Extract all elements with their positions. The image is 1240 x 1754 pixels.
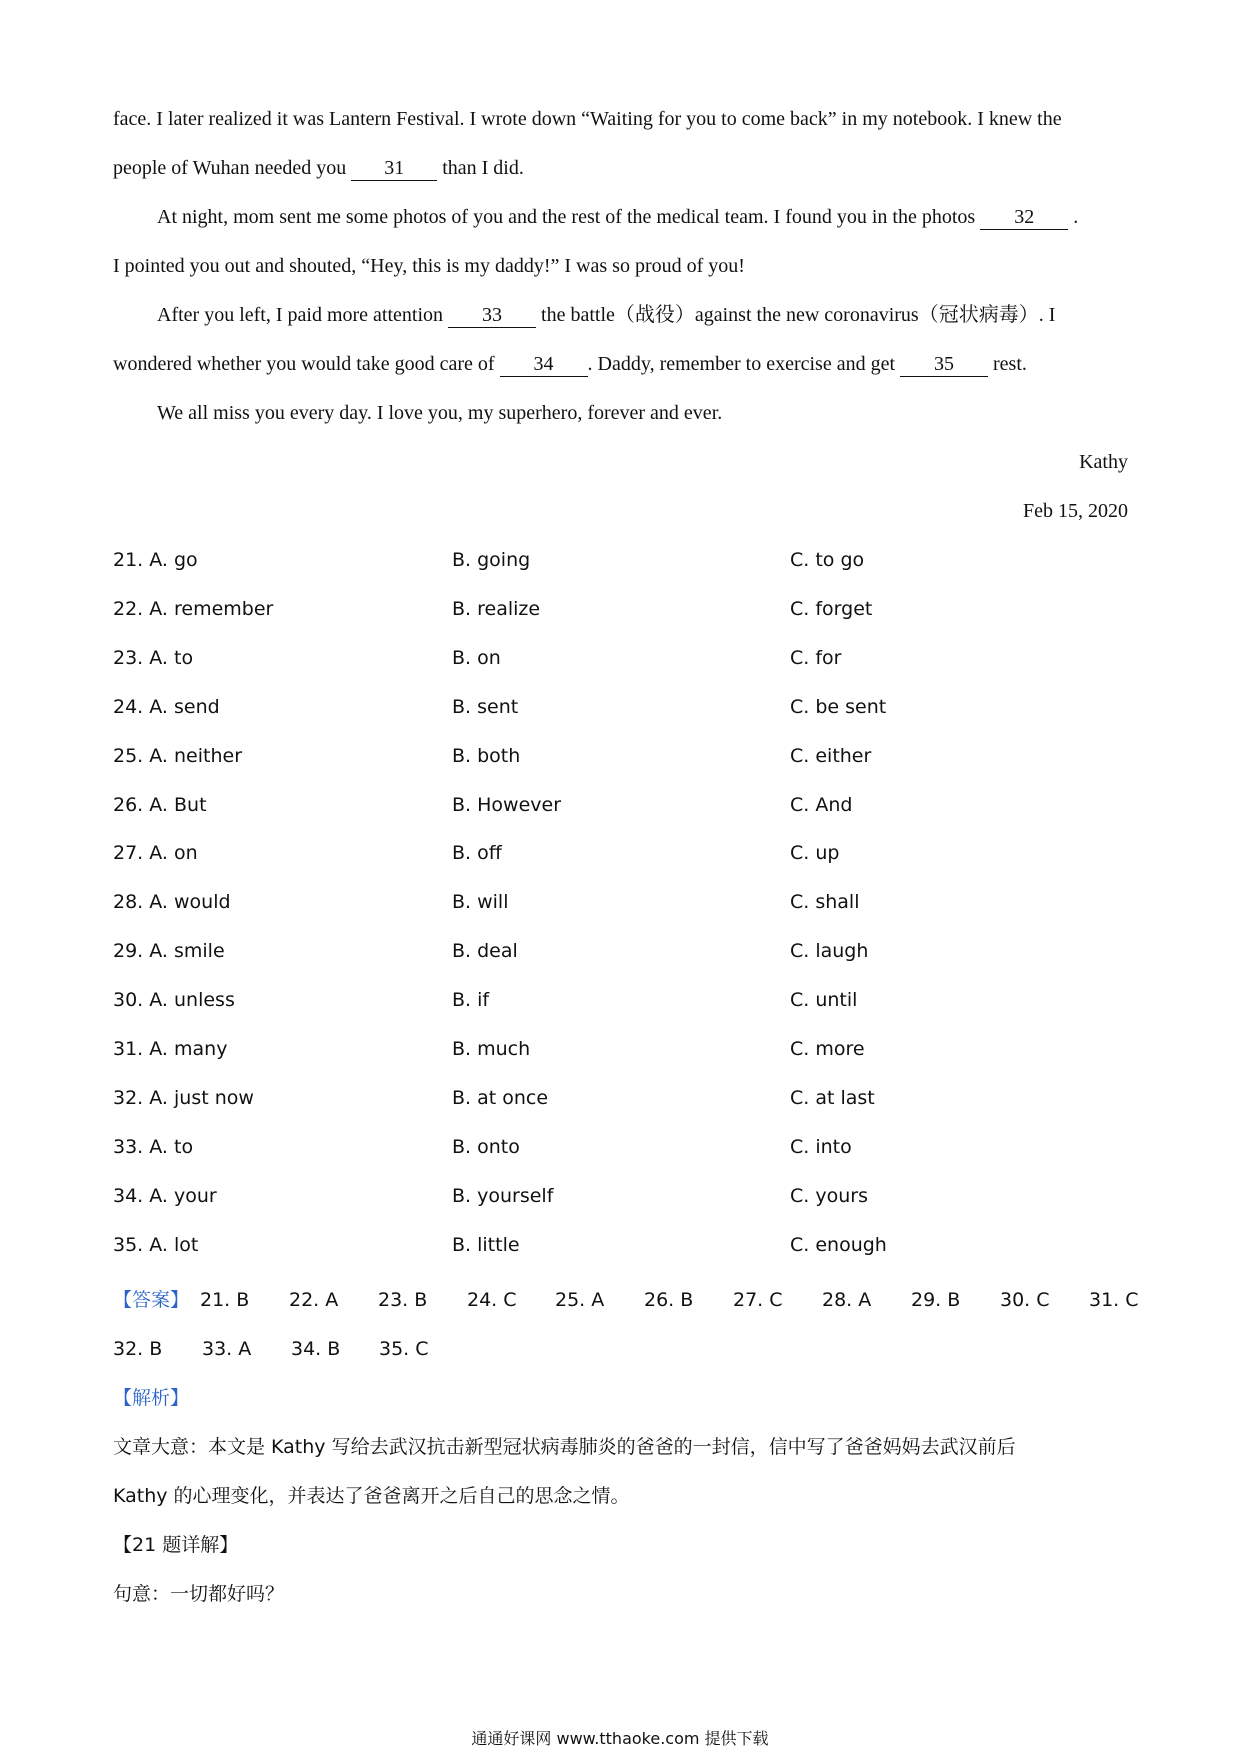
answer-item: 32. B xyxy=(113,1338,163,1360)
option-c: C. for xyxy=(790,647,842,669)
letter-text: wondered whether you would take good care of xyxy=(113,353,500,375)
option-b: B. on xyxy=(452,647,501,669)
option-c: C. be sent xyxy=(790,696,887,718)
option-b: B. deal xyxy=(452,940,518,962)
option-c: C. at last xyxy=(790,1087,875,1109)
answer-item: 29. B xyxy=(911,1289,961,1311)
question-21-label: 【21 题详解】 xyxy=(113,1534,239,1556)
letter-text: At night, mom sent me some photos of you and the rest of the medical team. I found you in the photos xyxy=(157,206,981,228)
answers-label: 【答案】 xyxy=(113,1289,190,1311)
option-b: B. realize xyxy=(452,598,541,620)
option-row xyxy=(113,645,1129,673)
option-a: 30. A. unless xyxy=(113,989,235,1011)
letter-signature: Kathy xyxy=(1079,451,1128,473)
option-c: C. to go xyxy=(790,549,865,571)
answers-row xyxy=(113,1336,1129,1364)
option-c: C. until xyxy=(790,989,858,1011)
letter-line: I pointed you out and shouted, “Hey, this is my daddy!” I was so proud of you! xyxy=(113,255,745,277)
letter-text: . xyxy=(1068,206,1079,228)
option-b: B. will xyxy=(452,891,509,913)
option-c: C. into xyxy=(790,1136,852,1158)
option-a: 21. A. go xyxy=(113,549,198,571)
option-row xyxy=(113,840,1129,868)
letter-text: the battle（战役）against the new coronavirus（冠状病毒）. I xyxy=(536,304,1056,326)
option-a: 35. A. lot xyxy=(113,1234,199,1256)
answer-item: 30. C xyxy=(1000,1289,1050,1311)
option-c: C. either xyxy=(790,745,872,767)
option-b: B. However xyxy=(452,794,561,816)
option-a: 23. A. to xyxy=(113,647,194,669)
letter-text: than I did. xyxy=(437,157,524,179)
option-a: 29. A. smile xyxy=(113,940,225,962)
answer-item: 23. B xyxy=(378,1289,428,1311)
letter-line xyxy=(157,204,1129,230)
letter-text: rest. xyxy=(988,353,1027,375)
blank-34: 34 xyxy=(500,353,588,377)
answer-item: 35. C xyxy=(379,1338,429,1360)
option-c: C. up xyxy=(790,842,840,864)
option-b: B. going xyxy=(452,549,531,571)
question-21-meaning: 句意：一切都好吗？ xyxy=(113,1583,285,1605)
letter-line: face. I later realized it was Lantern Festival. I wrote down “Waiting for you to come back” in my notebook. I knew the xyxy=(113,108,1062,130)
option-a: 31. A. many xyxy=(113,1038,228,1060)
option-c: C. forget xyxy=(790,598,873,620)
option-row xyxy=(113,547,1129,575)
letter-line: We all miss you every day. I love you, my superhero, forever and ever. xyxy=(157,402,723,424)
option-b: B. if xyxy=(452,989,490,1011)
answer-item: 25. A xyxy=(555,1289,605,1311)
option-a: 24. A. send xyxy=(113,696,220,718)
answer-item: 28. A xyxy=(822,1289,872,1311)
answer-item: 34. B xyxy=(291,1338,341,1360)
option-row xyxy=(113,1232,1129,1260)
option-c: C. more xyxy=(790,1038,865,1060)
letter-line xyxy=(157,302,1129,328)
letter-line xyxy=(113,155,1129,181)
letter-line xyxy=(113,351,1129,377)
option-a: 32. A. just now xyxy=(113,1087,254,1109)
analysis-summary: 文章大意：本文是 Kathy 写给去武汉抗击新型冠状病毒肺炎的爸爸的一封信，信中写了爸爸妈妈去武汉前后 xyxy=(113,1436,1016,1458)
option-a: 34. A. your xyxy=(113,1185,217,1207)
answer-item: 31. C xyxy=(1089,1289,1139,1311)
option-a: 25. A. neither xyxy=(113,745,243,767)
letter-text: . Daddy, remember to exercise and get xyxy=(587,353,901,375)
option-row xyxy=(113,1134,1129,1162)
option-c: C. yours xyxy=(790,1185,868,1207)
option-row xyxy=(113,889,1129,917)
option-a: 22. A. remember xyxy=(113,598,274,620)
option-a: 27. A. on xyxy=(113,842,198,864)
option-c: C. laugh xyxy=(790,940,869,962)
blank-31: 31 xyxy=(351,157,437,181)
option-c: C. enough xyxy=(790,1234,887,1256)
option-a: 28. A. would xyxy=(113,891,231,913)
option-a: 26. A. But xyxy=(113,794,207,816)
option-b: B. little xyxy=(452,1234,520,1256)
option-row xyxy=(113,1036,1129,1064)
option-b: B. sent xyxy=(452,696,519,718)
option-c: C. And xyxy=(790,794,853,816)
option-row xyxy=(113,596,1129,624)
blank-33: 33 xyxy=(448,304,536,328)
blank-32: 32 xyxy=(980,206,1068,230)
option-b: B. both xyxy=(452,745,521,767)
option-row xyxy=(113,938,1129,966)
blank-35: 35 xyxy=(900,353,988,377)
option-b: B. at once xyxy=(452,1087,549,1109)
analysis-label: 【解析】 xyxy=(113,1387,190,1409)
letter-text: After you left, I paid more attention xyxy=(157,304,449,326)
option-b: B. much xyxy=(452,1038,531,1060)
option-row xyxy=(113,987,1129,1015)
answers-row xyxy=(113,1287,1139,1315)
letter-date: Feb 15, 2020 xyxy=(1023,500,1128,522)
option-row xyxy=(113,1183,1129,1211)
letter-text: people of Wuhan needed you xyxy=(113,157,352,179)
option-row xyxy=(113,694,1129,722)
option-c: C. shall xyxy=(790,891,860,913)
option-b: B. yourself xyxy=(452,1185,554,1207)
option-row xyxy=(113,1085,1129,1113)
option-row xyxy=(113,792,1129,820)
answer-item: 24. C xyxy=(467,1289,517,1311)
answer-item: 27. C xyxy=(733,1289,783,1311)
option-b: B. onto xyxy=(452,1136,520,1158)
option-b: B. off xyxy=(452,842,502,864)
page-footer: 通通好课网 www.tthaoke.com 提供下载 xyxy=(471,1729,769,1748)
analysis-summary: Kathy 的心理变化，并表达了爸爸离开之后自己的思念之情。 xyxy=(113,1485,630,1507)
answer-item: 26. B xyxy=(644,1289,694,1311)
option-a: 33. A. to xyxy=(113,1136,194,1158)
answer-item: 33. A xyxy=(202,1338,252,1360)
answer-item: 21. B xyxy=(200,1289,250,1311)
option-row xyxy=(113,743,1129,771)
answer-item: 22. A xyxy=(289,1289,339,1311)
